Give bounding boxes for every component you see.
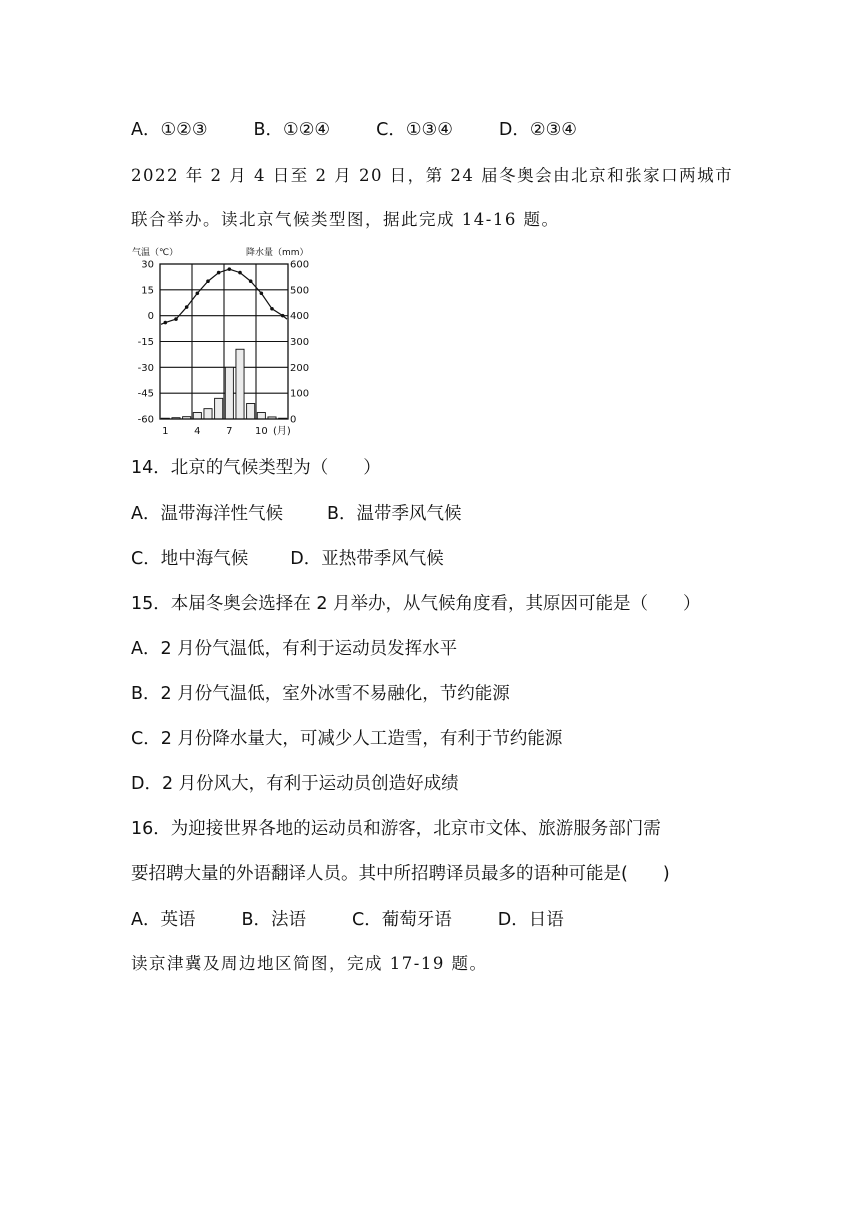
precipitation-bar-month-6 xyxy=(215,398,223,419)
q16-option-c[interactable]: C．葡萄牙语 xyxy=(352,910,452,930)
q16-option-d[interactable]: D．日语 xyxy=(497,910,564,930)
temperature-tick-label: -60 xyxy=(137,414,154,426)
precipitation-tick-labels xyxy=(290,260,309,426)
temperature-tick-label: 30 xyxy=(141,259,154,271)
q15-option-b[interactable]: B．2 月份气温低，室外冰雪不易融化，节约能源 xyxy=(131,684,510,704)
precipitation-tick-label: 200 xyxy=(290,362,310,374)
q14-option-d[interactable]: D．亚热带季风气候 xyxy=(290,549,444,569)
q15-option-d[interactable]: D．2 月份风大，有利于运动员创造好成绩 xyxy=(131,774,459,794)
precipitation-tick-label: 400 xyxy=(290,311,310,323)
temperature-point-month-9 xyxy=(249,279,253,283)
q16-stem-line-1: 16．为迎接世界各地的运动员和游客，北京市文体、旅游服务部门需 xyxy=(131,819,661,839)
temperature-point-month-4 xyxy=(196,291,200,295)
precipitation-tick-label: 100 xyxy=(290,388,310,400)
q15-stem: 15．本届冬奥会选择在 2 月举办，从气候角度看，其原因可能是（ ） xyxy=(131,594,701,614)
precipitation-bar-month-10 xyxy=(257,413,265,419)
temperature-point-month-10 xyxy=(260,291,264,295)
q14-stem: 14．北京的气候类型为（ ） xyxy=(131,458,381,478)
temperature-point-month-2 xyxy=(174,317,178,321)
x-axis-unit-label: (月) xyxy=(273,426,291,437)
precipitation-tick-label: 300 xyxy=(290,337,310,348)
q14-option-c[interactable]: C．地中海气候 xyxy=(131,549,249,569)
q14-option-a[interactable]: A．温带海洋性气候 xyxy=(131,504,283,524)
temperature-point-month-5 xyxy=(206,279,210,283)
temperature-point-month-6 xyxy=(217,271,221,275)
temperature-point-month-12 xyxy=(281,314,285,318)
temperature-point-month-8 xyxy=(238,271,242,275)
precipitation-bar-month-4 xyxy=(193,413,201,419)
month-tick-label: 10 xyxy=(254,426,268,437)
q13-option-b[interactable]: B．①②④ xyxy=(253,120,331,140)
temperature-point-month-11 xyxy=(270,307,274,311)
temperature-point-month-1 xyxy=(164,321,168,325)
temperature-point-month-7 xyxy=(228,267,232,271)
month-tick-label: 7 xyxy=(226,426,233,437)
temperature-tick-label: 15 xyxy=(141,285,154,297)
temperature-tick-labels xyxy=(138,260,154,426)
q14-options-row-2 xyxy=(131,545,444,570)
q13-option-c[interactable]: C．①③④ xyxy=(376,120,453,140)
chart-grid xyxy=(160,264,288,419)
temperature-tick-label: -45 xyxy=(137,388,154,400)
temperature-axis-label: 气温（℃） xyxy=(132,248,179,258)
month-tick-label: 1 xyxy=(162,426,169,437)
precipitation-tick-label: 500 xyxy=(290,285,310,297)
q16-option-b[interactable]: B．法语 xyxy=(241,910,306,930)
q16-option-a[interactable]: A．英语 xyxy=(131,910,196,930)
intro-line-2: 联合举办。读北京气候类型图，据此完成 14-16 题。 xyxy=(131,210,560,229)
intro-line-1: 2022 年 2 月 4 日至 2 月 20 日，第 24 届冬奥会由北京和张家口两城市 xyxy=(131,166,734,185)
precipitation-tick-label: 0 xyxy=(290,414,297,426)
q14-options-row-1 xyxy=(131,500,462,525)
beijing-climate-chart xyxy=(128,244,318,440)
precipitation-bar-month-7 xyxy=(225,367,233,419)
q15-option-c[interactable]: C．2 月份降水量大，可减少人工造雪，有利于节约能源 xyxy=(131,729,563,749)
temperature-point-month-3 xyxy=(185,305,189,309)
temperature-tick-label: -30 xyxy=(137,362,154,374)
q13-options xyxy=(131,116,577,141)
q13-option-d[interactable]: D．②③④ xyxy=(498,120,577,140)
precipitation-bar-month-5 xyxy=(204,409,212,419)
q14-option-b[interactable]: B．温带季风气候 xyxy=(326,504,462,524)
temperature-tick-label: 0 xyxy=(147,311,154,323)
month-tick-labels xyxy=(162,426,268,437)
precipitation-tick-label: 600 xyxy=(290,259,310,271)
q16-options xyxy=(131,906,564,931)
q13-option-a[interactable]: A．①②③ xyxy=(131,120,208,140)
q16-stem-line-2: 要招聘大量的外语翻译人员。其中所招聘译员最多的语种可能是( ) xyxy=(131,864,670,884)
month-tick-label: 4 xyxy=(194,426,201,437)
precipitation-axis-label: 降水量（mm） xyxy=(246,248,309,258)
precipitation-bar-month-9 xyxy=(247,404,255,420)
q15-option-a[interactable]: A．2 月份气温低，有利于运动员发挥水平 xyxy=(131,639,458,659)
temperature-tick-label: -15 xyxy=(137,337,154,348)
outro-line: 读京津冀及周边地区简图，完成 17-19 题。 xyxy=(131,954,488,973)
precipitation-bar-month-8 xyxy=(236,349,244,419)
